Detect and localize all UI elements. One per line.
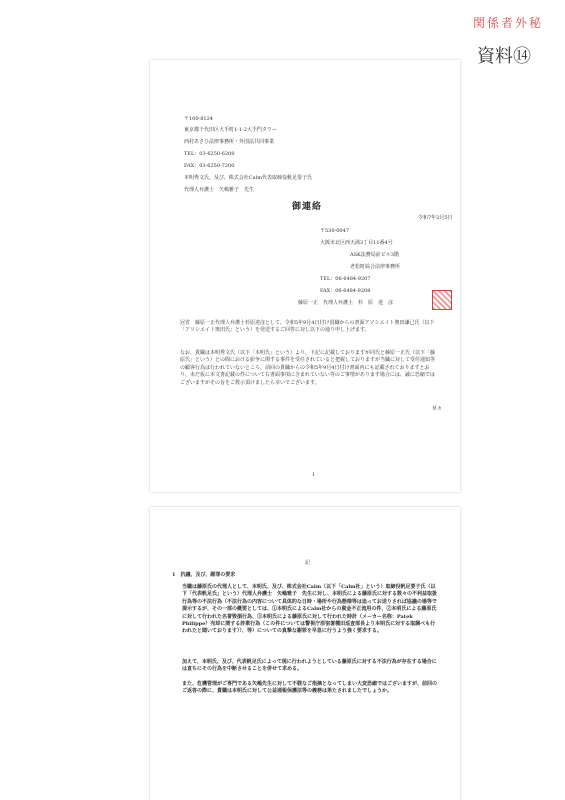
recipient-address: 東京都千代田区大手町1-1-2大手門タワー — [184, 127, 277, 133]
letter-date: 令和7年2月5日 — [418, 215, 453, 221]
section-paragraph-2: 加えて、本明氏、及び、代表帆足氏によって現に行われようとしている藤原氏に対する不法行為が存在する場合には直ちにその行為を中断させることを併せて求める。 — [182, 659, 437, 673]
recipient-attorney: 代理人弁護士 矢嶋雅子 先生 — [184, 187, 255, 193]
recipient-firm: 西村あさひ法律事務所・外国法共同事業 — [184, 139, 275, 145]
letter-page-1 — [150, 60, 460, 492]
sender-building: ASK法務局前ビル3階 — [350, 252, 399, 258]
page-number: 1 — [312, 472, 316, 478]
notes-heading: 記 — [305, 560, 311, 566]
seal-stamp — [432, 290, 452, 310]
sender-postal: 〒530-0047 — [320, 228, 349, 234]
body-paragraph-1: 冠省 藤原一正代理人弁護士杉原達彦として、令和5年9月4日付け貴職からの書面アソシエイト奥田謙己氏（以下「アソシエイト奥田氏」という）を発送するご回答に対し以下の通り申し上げます。 — [180, 320, 435, 334]
letter-page-2 — [150, 507, 460, 800]
recipient-postal: 〒100-8124 — [184, 116, 213, 122]
sender-signature: 藤原一正 代理人弁護士 杉 原 達 彦 — [298, 300, 394, 306]
section-paragraph-3: また、危機管理がご専門である矢嶋先生に対して不躾なご指摘となってしまい大変恐縮ではございますが、前回のご返答の際に、貴職は本明氏に対して公益通報保護法等の義務は果たされましたでしょうか。 — [182, 681, 438, 695]
recipient-tel: TEL：03-6250-6200 — [184, 151, 235, 157]
closing-word: 草々 — [432, 406, 443, 412]
section-heading: 1 抗議、及び、謝罪の要求 — [172, 572, 236, 578]
sender-tel: TEL：06-6484-9207 — [320, 276, 371, 282]
letter-title: 御連絡 — [292, 202, 323, 212]
recipient-fax: FAX：03-6250-7200 — [184, 163, 235, 169]
sender-firm: 老松町綜合法律事務所 — [350, 264, 401, 270]
sender-fax: FAX：06-6484-9208 — [320, 288, 371, 294]
confidential-stamp: 関係者外秘 — [472, 16, 543, 30]
document-reference: 資料⑭ — [477, 46, 531, 67]
sender-address: 大阪市北区西天満3丁目11番4号 — [320, 240, 393, 246]
recipient-clients: 本明秀文氏、及び、株式会社Calm代表取締役帆足要子氏 — [184, 175, 312, 181]
section-paragraph-1: 当職は藤原氏の代理人として、本明氏、及び、株式会社Calm（以下「Calm社」という）取締役帆足要子氏（以下「代表帆足氏」という）代理人弁護士 矢嶋雅子 先生に対し、本明氏による藤原氏に対する数々の不利益取扱行為等の不法行為（不法行為の内容について具体的な日時・場所や行為態様等は追ってお送りされば協議の場等で提示するが、その一部の概要としては、①本明氏によるCalm社からの資金不正流用の件、②本明氏による藤原氏に対して行われた名誉毀損行為、③本明氏による藤原氏に対して行われた時計（メーカー名称：Patek Philippe）売却に関する詐欺行為（この件については警視庁原宿署種田巡査部長より本明氏に対する取調べも行われたと聞いております））、等）についての真摯な謝罪を早急に行うよう強く要求する。 — [182, 584, 438, 635]
body-paragraph-2: なお、貴職は本明秀文氏（以下「本明氏」という）より、下記に記載しておりますが同氏と藤原一正氏（以下「藤原氏」という）との間における紛争に関する事件を受任されていると把握しておりますが当職に対して受任通知等の顧客行為は行われていないところ、前回の貴職からの令和5年9月4日付け書面内にも記載されておりますとおり、未だ仮に本文書記載の件について右書面事項に含まれていない等のご事情があります場合には、誠に恐縮ではございますがその旨をご教示頂けましたら幸いでございます。 — [180, 350, 436, 386]
